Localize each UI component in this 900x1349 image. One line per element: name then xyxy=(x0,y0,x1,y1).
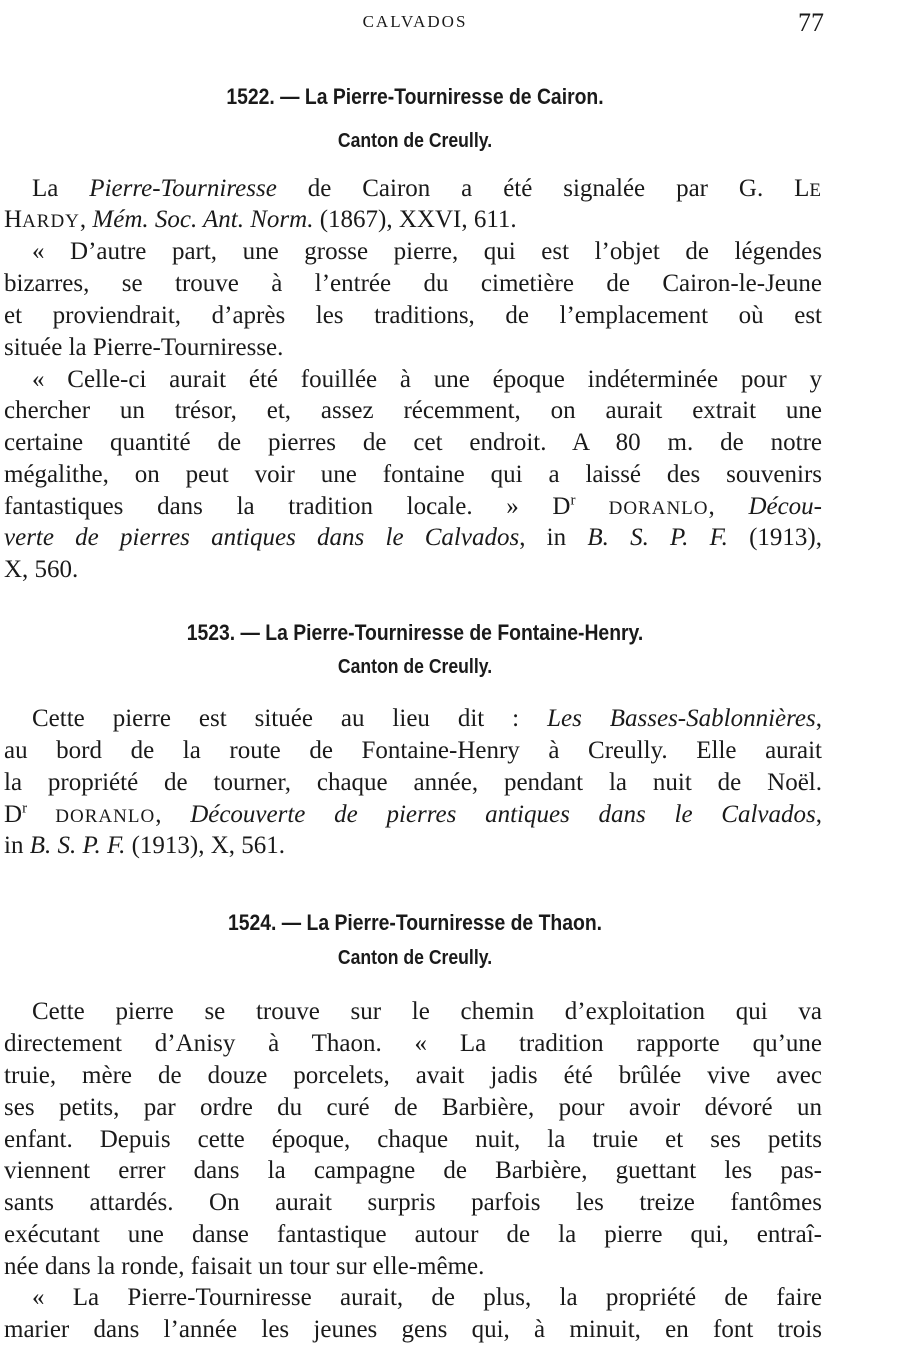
paragraph-line: la propriété de tourner, chaque année, pendant la nuit de Noël. xyxy=(4,769,822,796)
paragraph-line: verte de pierres antiques dans le Calvados, in B. S. P. F. (1913), xyxy=(4,524,822,551)
paragraph-line: HARDY, Mém. Soc. Ant. Norm. (1867), XXVI, 611. xyxy=(4,206,517,233)
paragraph-line: directement d’Anisy à Thaon. « La tradition rapporte qu’une xyxy=(4,1030,822,1057)
paragraph-line: et proviendrait, d’après les traditions, de l’emplacement où est xyxy=(4,302,822,329)
paragraph-line: certaine quantité de pierres de cet endroit. A 80 m. de notre xyxy=(4,429,822,456)
paragraph-line: X, 560. xyxy=(4,556,79,583)
paragraph-line: Cette pierre se trouve sur le chemin d’exploitation qui va xyxy=(32,998,822,1025)
paragraph-line: « D’autre part, une grosse pierre, qui est l’objet de légendes xyxy=(32,238,822,265)
paragraph-line: Cette pierre est située au lieu dit : Les Basses-Sablonnières, xyxy=(32,705,822,732)
paragraph-line: $D^r$ DORANLO, Découverte de pierres antiques dans le Calvados, xyxy=(4,800,823,828)
paragraph-line: fantastiques dans la tradition locale. » $D^r$ DORANLO, Décou- xyxy=(4,492,823,520)
paragraph-line: exécutant une danse fantastique autour de la pierre qui, entraî- xyxy=(4,1221,822,1248)
entry-heading-1524: 1524. — La Pierre-Tourniresse de Thaon. xyxy=(227,910,603,935)
entry-heading-1523: 1523. — La Pierre-Tourniresse de Fontaine-Henry. xyxy=(186,620,644,645)
entry-heading-1522: 1522. — La Pierre-Tourniresse de Cairon. xyxy=(226,84,604,109)
running-title: CALVADOS xyxy=(362,12,468,31)
canton-1524: Canton de Creully. xyxy=(337,947,493,969)
paragraph-line: in B. S. P. F. (1913), X, 561. xyxy=(4,832,286,859)
paragraph-line: La Pierre-Tourniresse de Cairon a été signalée par G. LE xyxy=(32,175,823,202)
canton-1522: Canton de Creully. xyxy=(337,130,493,152)
canton-1523: Canton de Creully. xyxy=(337,656,493,678)
paragraph-line: truie, mère de douze porcelets, avait jadis été brûlée vive avec xyxy=(4,1062,822,1089)
paragraph-line: « La Pierre-Tourniresse aurait, de plus, la propriété de faire xyxy=(32,1284,822,1311)
running-head xyxy=(0,8,900,38)
paragraph-line: mégalithe, on peut voir une fontaine qui a laissé des souvenirs xyxy=(4,461,822,488)
paragraph-line: située la Pierre-Tourniresse. xyxy=(4,334,284,361)
paragraph-line: marier dans l’année les jeunes gens qui, à minuit, en font trois xyxy=(4,1316,822,1343)
paragraph-line: chercher un trésor, et, assez récemment, on aurait extrait une xyxy=(4,397,822,424)
paragraph-line: viennent errer dans la campagne de Barbière, guettant les pas- xyxy=(4,1157,822,1184)
paragraph-line: sants attardés. On aurait surpris parfois les treize fantômes xyxy=(4,1189,822,1216)
paragraph-line: enfant. Depuis cette époque, chaque nuit, la truie et ses petits xyxy=(4,1126,822,1153)
page-number: 77 xyxy=(798,8,824,37)
paragraph-line: ses petits, par ordre du curé de Barbière, pour avoir dévoré un xyxy=(4,1094,822,1121)
paragraph-line: « Celle-ci aurait été fouillée à une époque indéterminée pour y xyxy=(32,366,822,393)
paragraph-line: bizarres, se trouve à l’entrée du cimetière de Cairon-le-Jeune xyxy=(4,270,822,297)
paragraph-line: née dans la ronde, faisait un tour sur elle-même. xyxy=(4,1253,485,1280)
paragraph-line: au bord de la route de Fontaine-Henry à Creully. Elle aurait xyxy=(4,737,822,764)
